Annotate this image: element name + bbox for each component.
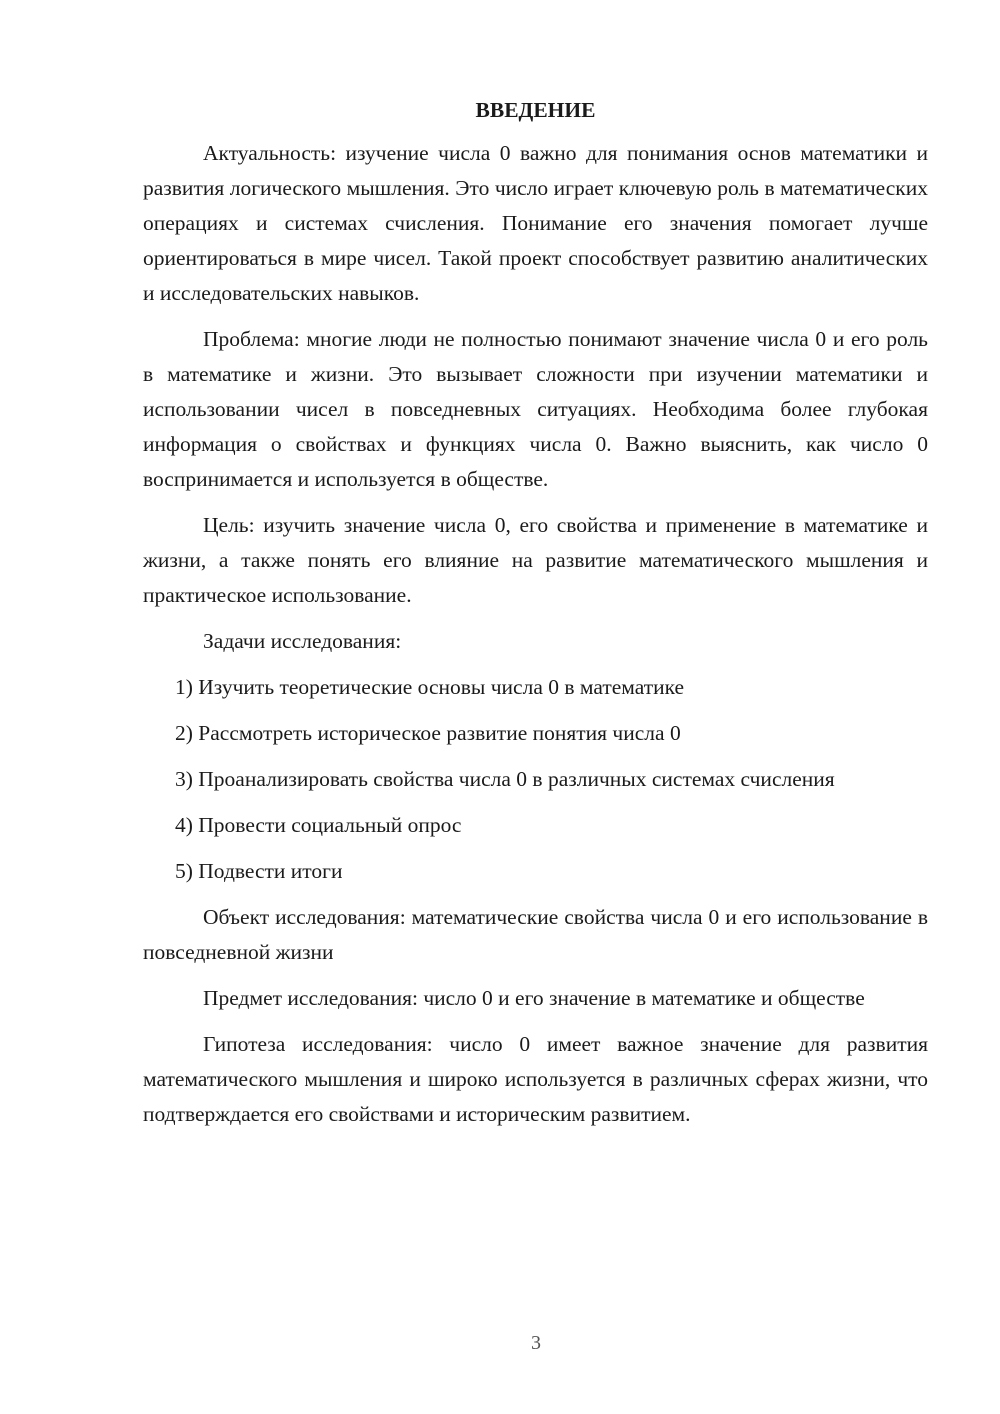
- page-content: [143, 95, 928, 1143]
- task-item: 1) Изучить теоретические основы числа 0 в математике: [175, 675, 685, 699]
- task-item: 2) Рассмотреть историческое развитие понятия числа 0: [175, 721, 681, 745]
- section-heading: ВВЕДЕНИЕ: [475, 98, 596, 122]
- paragraph-object: Объект исследования: математические свойства числа 0 и его использование в повседневной жизни: [143, 905, 928, 964]
- paragraph-problem: Проблема: многие люди не полностью понимают значение числа 0 и его роль в математике и жизни. Это вызывает сложности при изучении математики и использовании чисел в повседневных ситуациях. Необходима более глубокая информация о свойствах и функциях числа 0. Важно выяснить, как число 0 воспринимается и используется в обществе.: [143, 327, 928, 491]
- paragraph-relevance: Актуальность: изучение числа 0 важно для понимания основ математики и развития логического мышления. Это число играет ключевую роль в математических операциях и системах счисления. Понимание его значения помогает лучше ориентироваться в мире чисел. Такой проект способствует развитию аналитических и исследовательских навыков.: [143, 141, 928, 305]
- tasks-title: Задачи исследования:: [203, 629, 402, 653]
- task-item: 4) Провести социальный опрос: [175, 813, 462, 837]
- paragraph-subject: Предмет исследования: число 0 и его значение в математике и обществе: [203, 986, 865, 1010]
- task-item: 3) Проанализировать свойства числа 0 в различных системах счисления: [175, 767, 835, 791]
- paragraph-goal: Цель: изучить значение числа 0, его свойства и применение в математике и жизни, а также понять его влияние на развитие математического мышления и практическое использование.: [143, 513, 928, 607]
- page-number: 3: [531, 1332, 541, 1354]
- paragraph-hypothesis: Гипотеза исследования: число 0 имеет важное значение для развития математического мышления и широко используется в различных сферах жизни, что подтверждается его свойствами и историческим развитием.: [143, 1032, 928, 1126]
- task-item: 5) Подвести итоги: [175, 859, 343, 883]
